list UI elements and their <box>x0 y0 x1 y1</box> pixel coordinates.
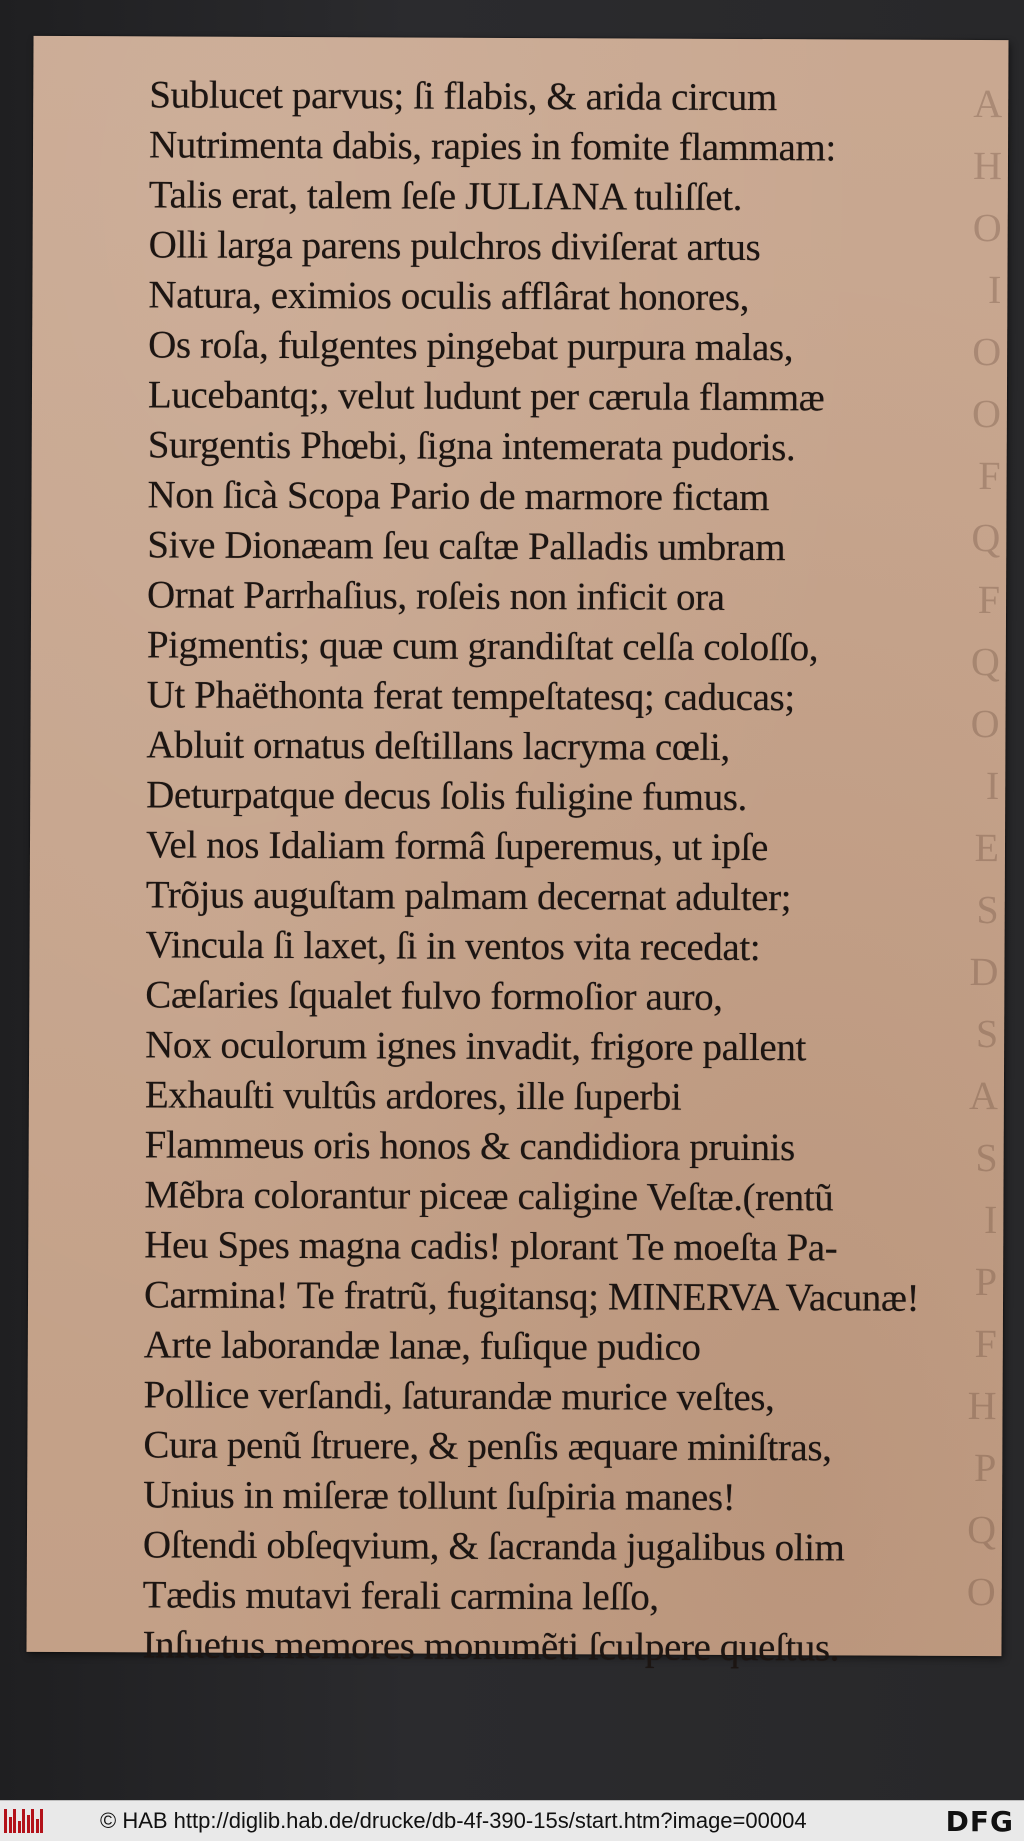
poem-line: Tædis mutavi ferali carmina leſſo, <box>142 1573 659 1619</box>
poem-line: Deturpatque decus ſolis fuligine fumus. <box>146 773 748 820</box>
dfg-logo: DFG <box>945 1805 1014 1838</box>
poem-line: Trõjus auguſtam palmam decernat adulter; <box>145 873 792 920</box>
logo-bar <box>27 1815 30 1833</box>
poem-line: Nox oculorum ignes invadit, frigore pallent <box>145 1023 807 1070</box>
logo-bar <box>36 1819 39 1833</box>
poem-line: Nutrimenta dabis, rapies in fomite flammam: <box>148 123 836 170</box>
logo-bar <box>22 1809 25 1833</box>
show-through-letter: A <box>968 1072 999 1119</box>
poem-line: Olli larga parens pulchros diviſerat artus <box>148 223 761 270</box>
show-through-letter: E <box>974 824 1000 871</box>
poem-line: Vincula ſi laxet, ſi in ventos vita recedat: <box>145 923 761 970</box>
logo-bar <box>4 1809 7 1833</box>
show-through-letter: I <box>983 1197 998 1243</box>
show-through-letter: A <box>973 80 1003 127</box>
poem-line: Cæſaries ſqualet fulvo formoſior auro, <box>145 973 723 1019</box>
logo-bar <box>40 1809 43 1833</box>
poem-line: Flammeus oris honos & candidiora pruinis <box>144 1123 795 1170</box>
poem-line: Mẽbra colorantur piceæ caligine Veſtæ.(rentũ <box>144 1173 834 1220</box>
poem-line: Ut Phaëthonta ferat tempeſtatesq; caducas; <box>146 673 795 720</box>
scanned-page <box>26 36 1008 1670</box>
poem-line: Pigmentis; quæ cum grandiſtat celſa coloſſo, <box>146 623 819 670</box>
show-through-letter: F <box>974 1320 997 1367</box>
poem-line: Abluit ornatus deſtillans lacryma cœli, <box>146 723 730 769</box>
show-through-letter: S <box>975 1135 998 1181</box>
show-through-letter: Q <box>970 638 1000 685</box>
footer-bar <box>0 1800 1024 1841</box>
show-through-letter: S <box>975 1011 999 1057</box>
logo-bar <box>18 1821 21 1833</box>
show-through-letter: F <box>978 453 1001 499</box>
poem-line: Ornat Parrhaſius, roſeis non inficit ora <box>146 573 725 619</box>
poem-line: Exhauſti vultûs ardores, ille ſuperbi <box>144 1073 682 1119</box>
show-through-letter: O <box>972 328 1002 375</box>
show-through-letter: D <box>969 948 999 995</box>
poem-line: Inſuetus memores monumẽti ſculpere queſtus. <box>142 1623 840 1670</box>
logo-bar <box>13 1809 16 1833</box>
poem-line: Lucebantq;, velut ludunt per cærula flammæ <box>147 373 825 420</box>
show-through-letter: H <box>967 1382 997 1429</box>
poem-line: Unius in miſeræ tollunt ſuſpiria manes! <box>143 1473 736 1519</box>
show-through-letter: F <box>977 577 1001 623</box>
poem-line: Vel nos Idaliam formâ ſuperemus, ut ipſe <box>145 823 769 870</box>
poem-line: Arte laborandæ lanæ, fuſique pudico <box>143 1323 701 1369</box>
show-through-letter: I <box>988 267 1002 313</box>
copyright-url-text[interactable]: © HAB http://diglib.hab.de/drucke/db-4f-390-15s/start.htm?image=00004 <box>100 1808 807 1833</box>
hab-barcode-logo-icon <box>4 1809 46 1833</box>
poem-line: Non ſicà Scopa Pario de marmore fictam <box>147 473 770 520</box>
poem-line: Talis erat, talem ſeſe JULIANA tuliſſet. <box>148 173 743 219</box>
poem-line: Carmina! Te fratrũ, fugitansq; MINERVA Vacunæ! <box>143 1273 920 1320</box>
show-through-letter: S <box>976 887 999 933</box>
show-through-letter: P <box>974 1258 998 1305</box>
show-through-letter: Q <box>971 514 1001 561</box>
poem-line: Sublucet parvus; ſi flabis, & arida circum <box>149 73 777 120</box>
poem-line: Oſtendi obſeqvium, & ſacranda jugalibus olim <box>142 1523 845 1570</box>
poem-line: Pollice verſandi, ſaturandæ murice veſtes, <box>143 1373 775 1420</box>
poem-line: Surgentis Phœbi, ſigna intemerata pudoris. <box>147 423 796 470</box>
poem-text <box>142 70 949 1673</box>
show-through-letter: O <box>972 204 1002 251</box>
show-through-letter: O <box>970 700 1000 747</box>
show-through-letter: Q <box>967 1506 997 1553</box>
show-through-letter: P <box>973 1444 997 1491</box>
show-through-letter: H <box>972 142 1003 189</box>
poem-line: Sive Dionæam ſeu caſtæ Palladis umbram <box>147 523 786 570</box>
poem-line: Os roſa, fulgentes pingebat purpura malas, <box>148 323 794 370</box>
poem-line: Natura, eximios oculis afflârat honores, <box>148 273 750 320</box>
poem-line: Cura penũ ſtruere, & penſis æquare miniſtras, <box>143 1423 832 1470</box>
show-through-letter: O <box>971 390 1001 437</box>
poem-line: Heu Spes magna cadis! plorant Te moeſta Pa- <box>144 1223 838 1270</box>
show-through-letter: O <box>966 1568 996 1615</box>
logo-bar <box>9 1817 12 1833</box>
logo-bar <box>31 1809 34 1833</box>
show-through-letter: I <box>985 763 1000 809</box>
